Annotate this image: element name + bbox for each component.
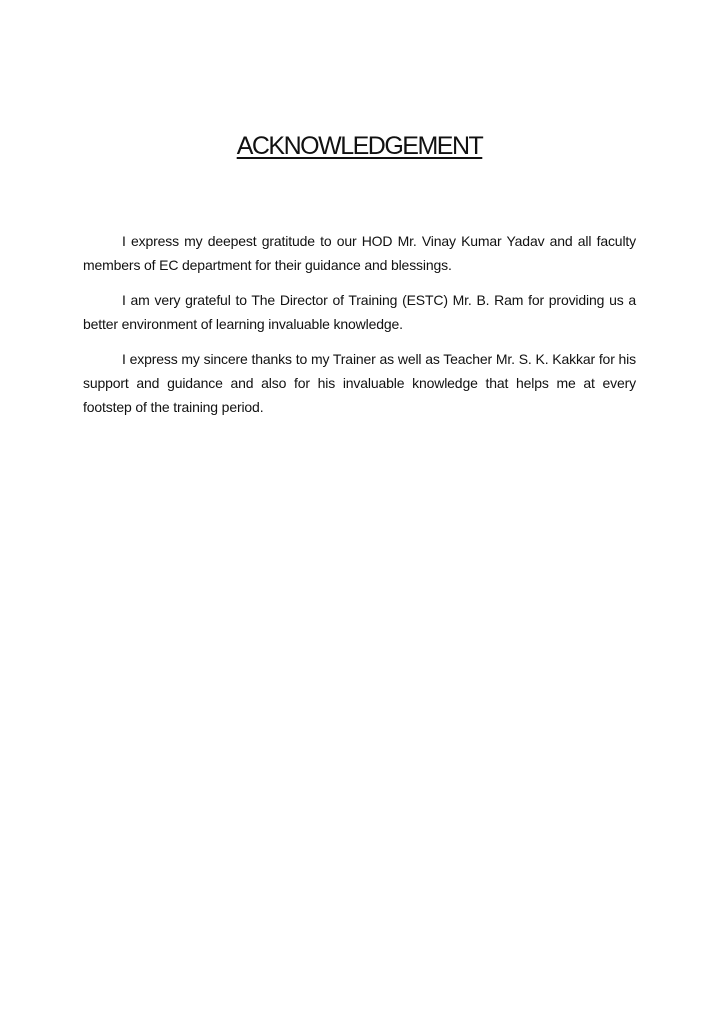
paragraph-trainer-thanks: I express my sincere thanks to my Trainer as well as Teacher Mr. S. K. Kakkar for his support and guidance and also for his invaluable knowledge that helps me at every footstep of the training period. [83, 351, 636, 415]
paragraph-hod-gratitude: I express my deepest gratitude to our HOD Mr. Vinay Kumar Yadav and all faculty members of EC department for their guidance and blessings. [83, 233, 636, 273]
page-title [0, 128, 719, 164]
paragraph-director-thanks: I am very grateful to The Director of Training (ESTC) Mr. B. Ram for providing us a better environment of learning invaluable knowledge. [83, 292, 636, 332]
acknowledgement-body [83, 229, 636, 430]
page-title-text: ACKNOWLEDGEMENT [236, 132, 483, 160]
